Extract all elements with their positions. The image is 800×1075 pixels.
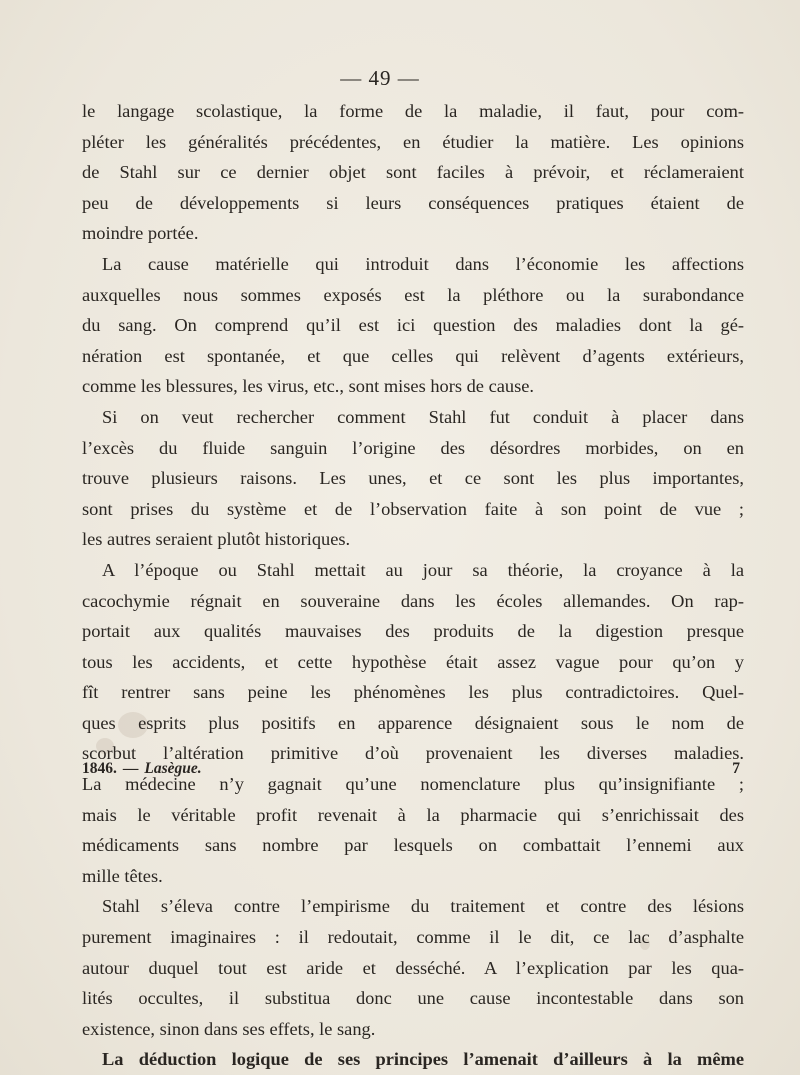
text-line: sont prises du système et de l’observation faite à son point de vue ; xyxy=(82,498,744,519)
text-line: ques esprits plus positifs en apparence désignaient sous le nom de xyxy=(82,712,744,733)
text-line: portait aux qualités mauvaises des produits de la digestion presque xyxy=(82,621,744,642)
text-line: pléter les généralités précédentes, en étudier la matière. Les opinions xyxy=(82,131,744,152)
text-line: mais le véritable profit revenait à la pharmacie qui s’enrichissait des xyxy=(82,804,744,825)
text-line: de Stahl sur ce dernier objet sont faciles à prévoir, et réclameraient xyxy=(82,162,744,183)
text-line: scorbut l’altération primitive d’où provenaient les diverses maladies. xyxy=(82,743,744,764)
footer-year: 1846. xyxy=(82,760,117,777)
text-line: purement imaginaires : il redoutait, comme il le dit, ce lac d’asphalte xyxy=(82,927,744,948)
text-line: médicaments sans nombre par lesquels on combattait l’ennemi aux xyxy=(82,835,744,856)
text-line: tous les accidents, et cette hypothèse était assez vague pour qu’on y xyxy=(82,651,744,672)
text-line: moindre portée. xyxy=(82,223,199,244)
text-line: cacochymie régnait en souveraine dans les écoles allemandes. On rap- xyxy=(82,590,744,611)
text-line: auxquelles nous sommes exposés est la pléthore ou la surabondance xyxy=(82,284,744,305)
text-line: peu de développements si leurs conséquences pratiques étaient de xyxy=(82,192,744,213)
footer-imprint xyxy=(82,760,202,778)
text-line: trouve plusieurs raisons. Les unes, et ce sont les plus importantes, xyxy=(82,468,744,489)
signature-mark: 7 xyxy=(732,760,740,777)
text-line: La cause matérielle qui introduit dans l’économie les affections xyxy=(102,253,744,274)
text-line: Si on veut rechercher comment Stahl fut conduit à placer dans xyxy=(102,406,744,427)
text-line: mille têtes. xyxy=(82,865,163,886)
body-text xyxy=(82,96,744,1075)
text-line: Stahl s’éleva contre l’empirisme du traitement et contre des lésions xyxy=(102,896,744,917)
footer-publisher: Lasègue. xyxy=(144,760,202,777)
text-line: A l’époque ou Stahl mettait au jour sa théorie, la croyance à la xyxy=(102,559,744,580)
text-line: La médecine n’y gagnait qu’une nomenclature plus qu’insignifiante ; xyxy=(82,774,744,795)
text-line: La déduction logique de ses principes l’amenait d’ailleurs à la même xyxy=(102,1049,744,1070)
text-line: du sang. On comprend qu’il est ici question des maladies dont la gé- xyxy=(82,315,744,336)
text-line: nération est spontanée, et que celles qui relèvent d’agents extérieurs, xyxy=(82,345,744,366)
footer-dash: — xyxy=(122,760,139,777)
text-line: existence, sinon dans ses effets, le sang. xyxy=(82,1018,376,1039)
text-line: autour duquel tout est aride et desséché. A l’explication par les qua- xyxy=(82,957,744,978)
text-line: lités occultes, il substitua donc une cause incontestable dans son xyxy=(82,988,744,1009)
text-line: le langage scolastique, la forme de la maladie, il faut, pour com- xyxy=(82,101,744,121)
text-line: les autres seraient plutôt historiques. xyxy=(82,529,351,550)
page-footer xyxy=(82,760,744,778)
text-line: l’excès du fluide sanguin l’origine des désordres morbides, on en xyxy=(82,437,744,458)
text-line: fît rentrer sans peine les phénomènes les plus contradictoires. Quel- xyxy=(82,682,744,703)
text-line: comme les blessures, les virus, etc., sont mises hors de cause. xyxy=(82,376,535,397)
page-number: — 49 — xyxy=(340,66,420,90)
